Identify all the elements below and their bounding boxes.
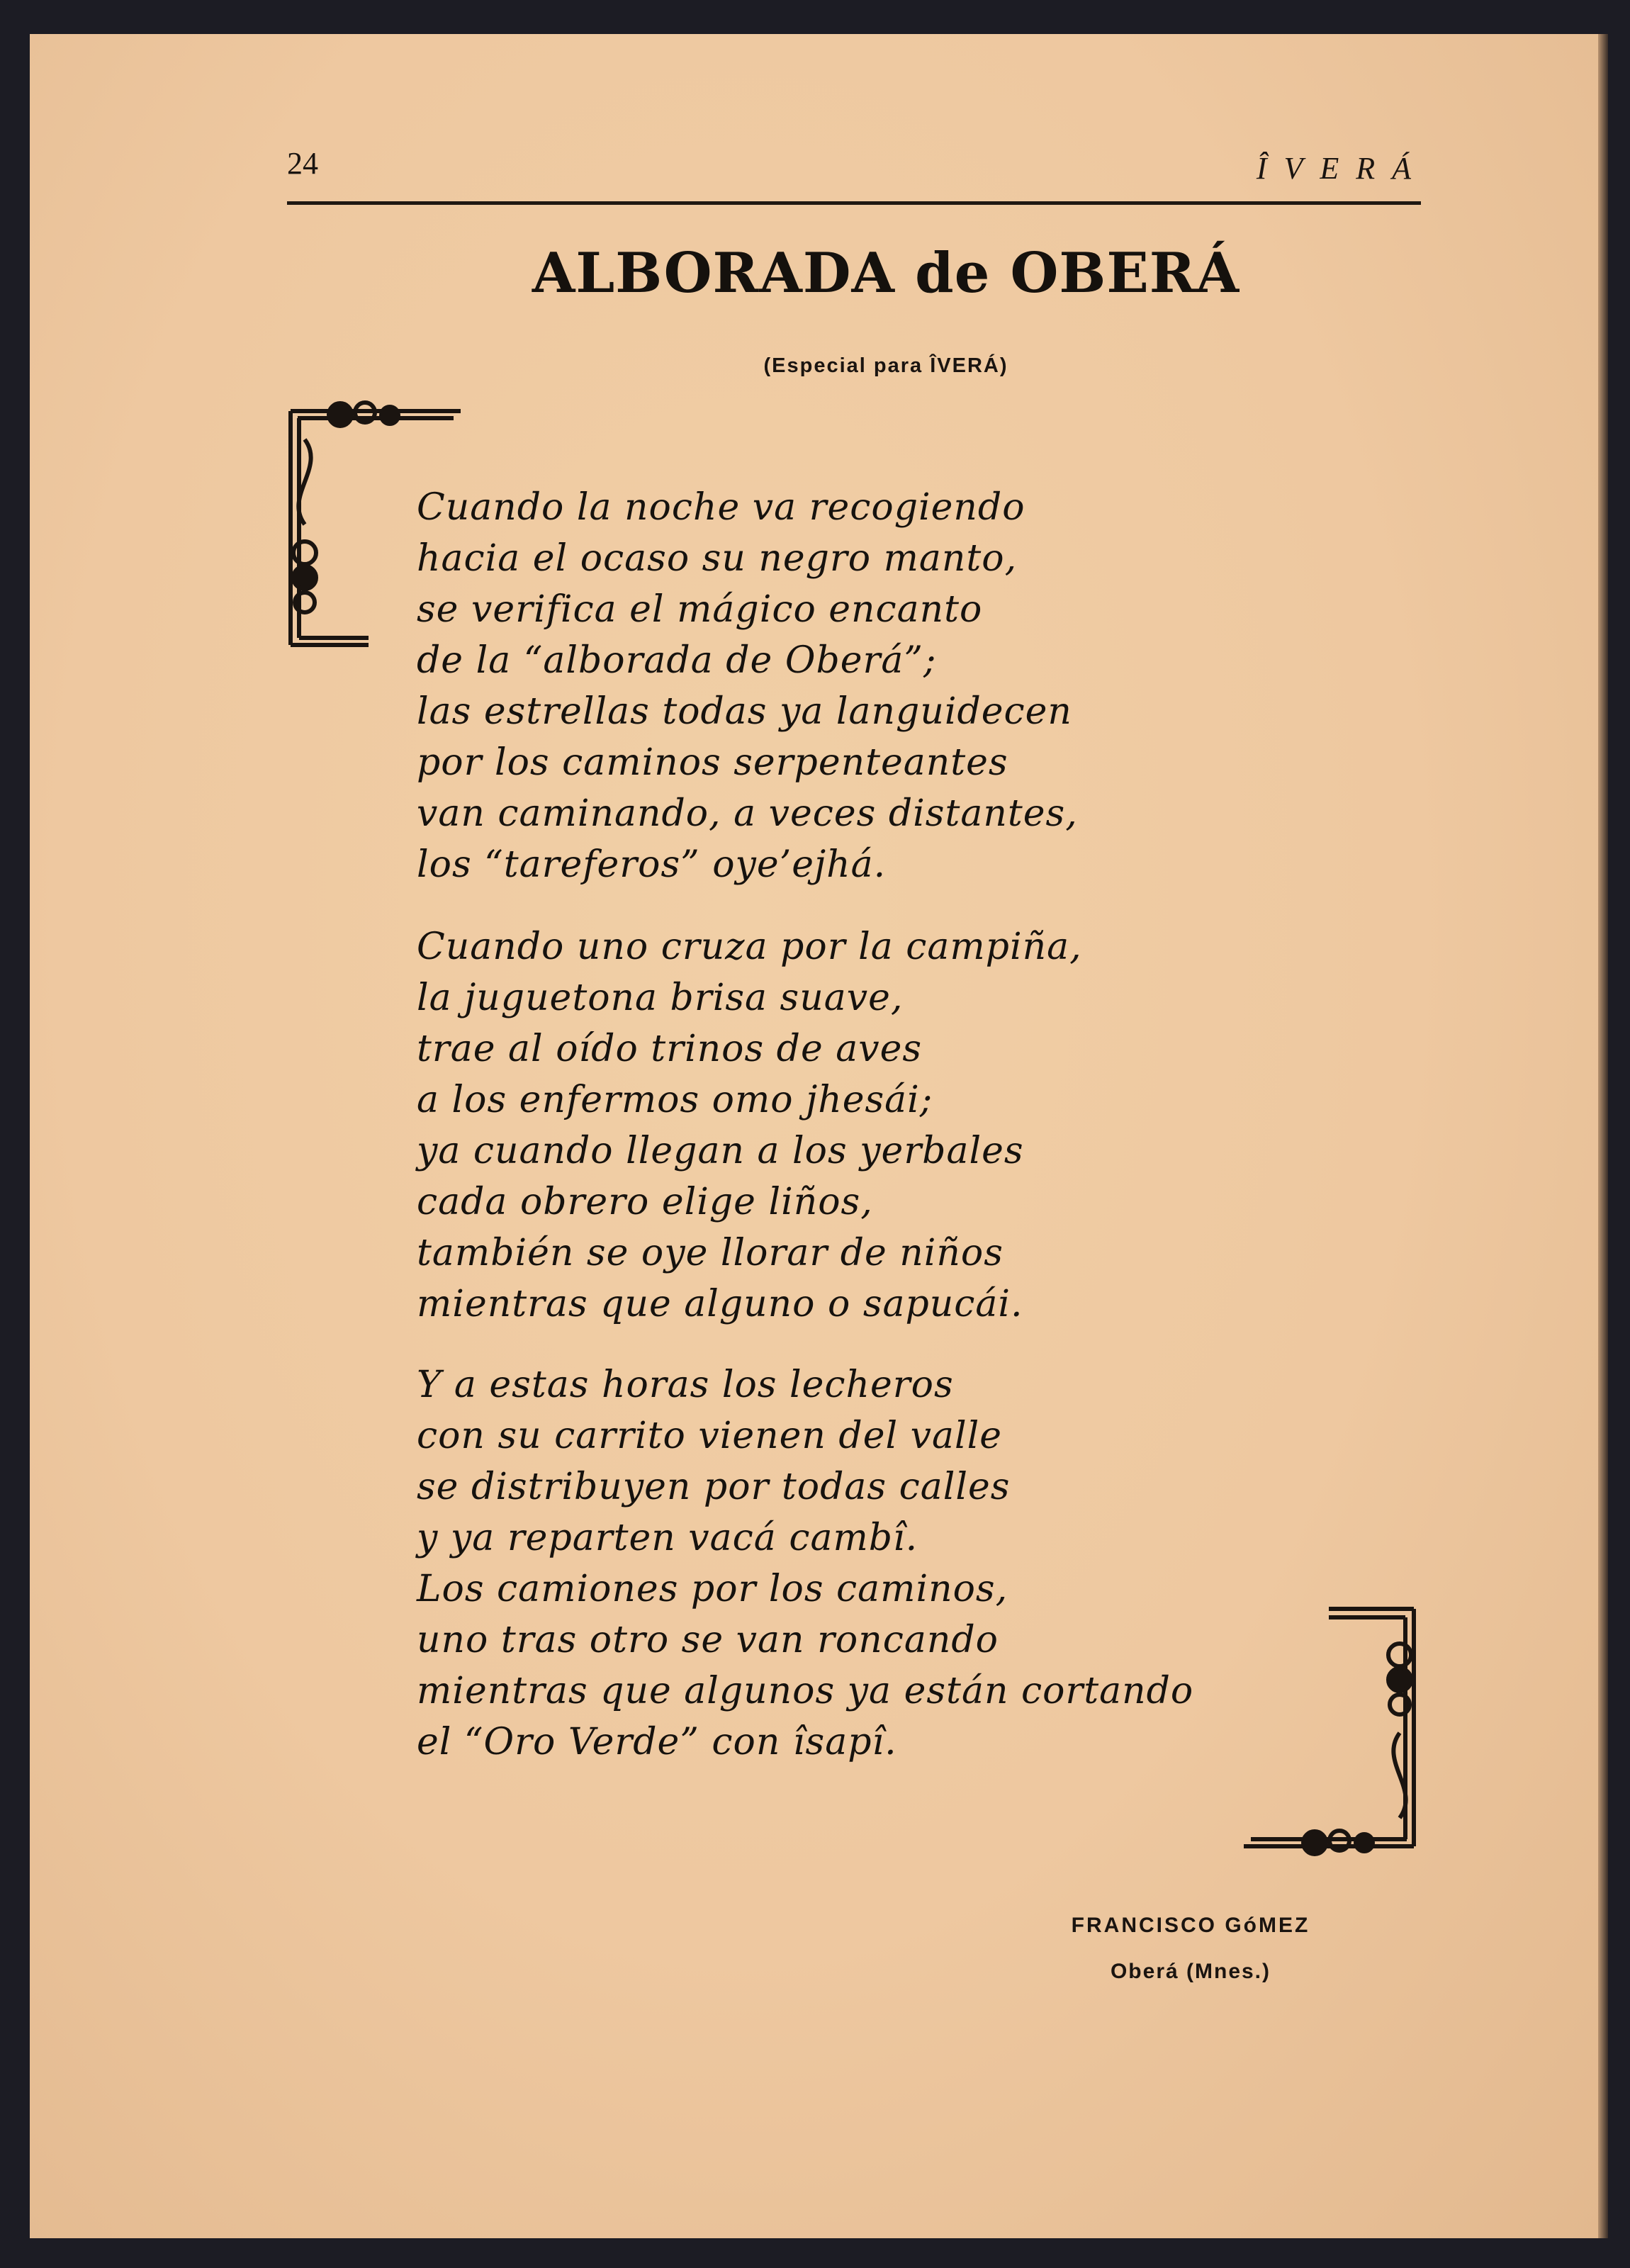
poem-line: también se oye llorar de niños [417,1232,1004,1274]
floral-corner-ornament-bottom-right [1237,1598,1421,1860]
author-location: Oberá (Mnes.) [1110,1960,1271,1983]
author-name: FRANCISCO GóMEZ [1071,1914,1310,1937]
poem-line: y ya reparten vacá cambî. [417,1517,918,1559]
poem-line: las estrellas todas ya languidecen [417,690,1072,733]
poem-line: de la “alborada de Oberá”; [417,639,937,682]
poem-line: por los caminos serpenteantes [417,741,1008,784]
poem-line: se verifica el mágico encanto [417,588,983,631]
poem-line: a los enfermos omo jhesái; [417,1079,933,1121]
stanza-2 [417,921,1082,1330]
poem-line: van caminando, a veces distantes, [417,792,1078,835]
poem-line: con su carrito vienen del valle [417,1415,1003,1457]
poem-line: Cuando uno cruza por la campiña, [417,926,1082,968]
poem-line: uno tras otro se van roncando [417,1619,999,1661]
poem-line: Cuando la noche va recogiendo [417,486,1025,529]
poem-line: mientras que algunos ya están cortando [417,1670,1194,1712]
poem-line: trae al oído trinos de aves [417,1028,923,1070]
poem-line: Y a estas horas los lecheros [417,1364,954,1406]
poem-line: cada obrero elige liños, [417,1181,873,1223]
magazine-name: ÎVERÁ [1256,151,1428,186]
stanza-3 [417,1359,1193,1768]
poem-subtitle: (Especial para ÎVERÁ) [763,354,1008,377]
page-number: 24 [287,146,318,181]
poem-line: Los camiones por los caminos, [417,1568,1008,1610]
stanza-1 [417,482,1078,890]
header-rule [287,201,1421,205]
poem-line: la juguetona brisa suave, [417,977,904,1019]
poem-line: el “Oro Verde” con îsapî. [417,1721,897,1763]
poem-line: ya cuando llegan a los yerbales [417,1130,1024,1172]
poem-title: ALBORADA de OBERÁ [532,241,1240,305]
poem-line: se distribuyen por todas calles [417,1466,1011,1508]
poem-line: mientras que alguno o sapucái. [417,1283,1023,1325]
poem-line: los “tareferos” oye’ejhá. [417,843,887,886]
poem-line: hacia el ocaso su negro manto, [417,537,1018,580]
